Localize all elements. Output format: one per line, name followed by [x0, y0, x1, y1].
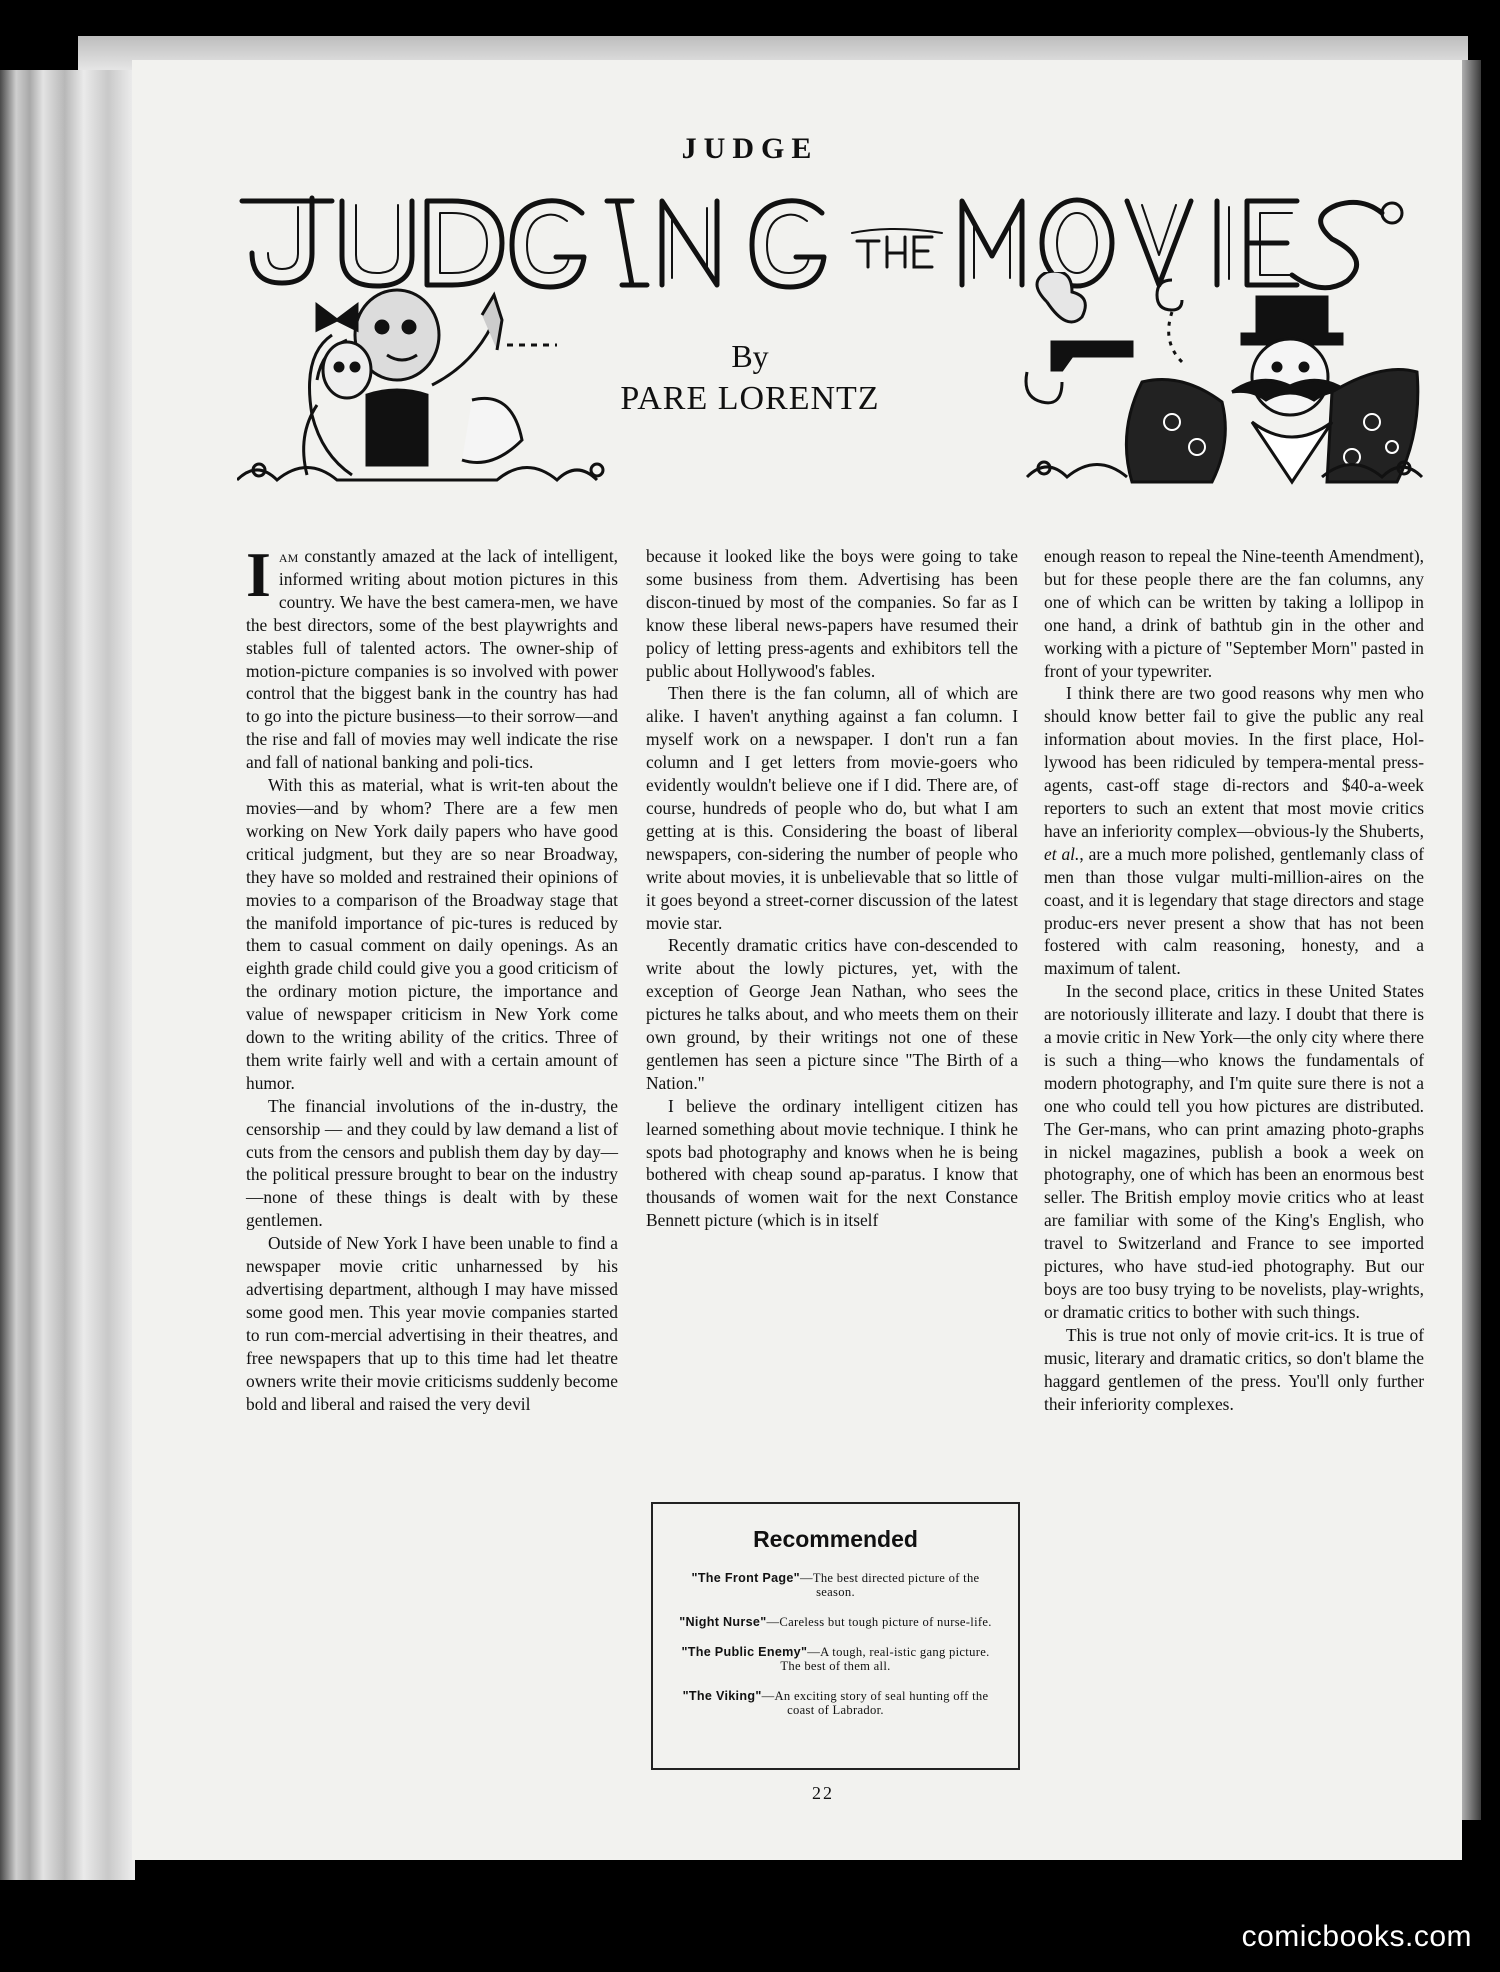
paragraph: Recently dramatic critics have con-descended to write about the lowly pictures, yet, with the exception of George Jean Nathan, who sees the pictures he talks about, and who meets them on their own ground, by their writings not one of these gentlemen has seen a picture since "The Birth of a Nation.": [646, 935, 1018, 1093]
paragraph: because it looked like the boys were going to take some business from them. Advertising has been discon-tinued by most of the companies. So far as I know these liberal news-papers have resumed their policy of letting press-agents and exhibitors tell the public about Hollywood's fables.: [646, 546, 1018, 681]
italic-text: et al.: [1044, 843, 1080, 864]
paragraph-text: constantly amazed at the lack of intelligent, informed writing about motion pictures in this country. We have the best camera-men, we have the best directors, some of the best playwrights and stables full of talented actors. The owner-ship of motion-picture companies is so involved with power control that the biggest bank in the country has had to go into the picture business—to their sorrow—and the rise and fall of movies may well indicate the rise and fall of national banking and poli-tics.: [246, 546, 618, 773]
paragraph: Then there is the fan column, all of which are alike. I haven't anything against a fan column. I myself work on a newspaper. I don't run a fan column and I get letters from movie-goers who evidently wouldn't believe one if I did. There are, of course, hundreds of people who do, but what I am getting at is this. Considering the boast of liberal newspapers, con-sidering the number of people who write about movies, it is unbelievable that so little of it goes beyond a street-corner discussion of the latest movie star.: [646, 683, 1018, 933]
cartoon-villain-illustration: [1022, 272, 1427, 492]
paragraph: This is true not only of movie crit-ics. It is true of music, literary and dramatic critics, so don't blame the haggard gentlemen of the press. You'll only further their inferiority complexes.: [1044, 1324, 1424, 1414]
paragraph-text: , are a much more polished, gentlemanly class of men than those vulgar multi-million-aires on the coast, and it is legendary that stage directors and stage produc-ers never present a show that has not been fostered with calm reasoning, honesty, and a maximum of talent.: [1044, 843, 1424, 979]
article-column-3: [1044, 545, 1424, 1415]
author-name: PARE LORENTZ: [620, 380, 880, 417]
article-column-2: [646, 545, 1018, 1232]
film-description: —A tough, real-istic gang picture. The best of them all.: [780, 1645, 990, 1673]
paragraph: [246, 539, 618, 774]
film-title: "The Public Enemy": [681, 1645, 808, 1659]
recommended-item: [673, 1645, 998, 1673]
byline-by: By: [731, 338, 769, 374]
film-description: —Careless but tough picture of nurse-life.: [766, 1615, 992, 1629]
paragraph: I believe the ordinary intelligent citizen has learned something about movie technique. I think he spots bad photography and knows when he is being bothered with cheap sound ap-paratus. I know that thousands of women wait for the next Constance Bennett picture (which is in itself: [646, 1095, 1018, 1231]
paragraph: [1044, 682, 1424, 980]
magazine-name: JUDGE: [681, 132, 819, 165]
film-description: —An exciting story of seal hunting off the coast of Labrador.: [761, 1689, 989, 1717]
paragraph: enough reason to repeal the Nine-teenth Amendment), but for these people there are the fan columns, any one of which can be written by taking a lollipop in one hand, a drink of bathtub gin in the other and working with a picture of "September Morn" pasted in front of your typewriter.: [1044, 546, 1424, 681]
recommended-title: Recommended: [753, 1526, 918, 1552]
recommended-item: [673, 1615, 998, 1629]
article-column-1: [246, 539, 618, 1415]
paragraph: In the second place, critics in these United States are notoriously illiterate and lazy. I doubt that there is a movie critic in New York—the only city where there is such a thing—who knows the fundamentals of modern photography, and I'm quite sure there is not a one who could tell you how pictures are distributed. The Ger-mans, who can print amazing photo-graphs in nickel magazines, publish a book a week on photography, one of which has been an enormous best seller. The British employ movie critics who at least are familiar with some of the King's English, who travel to Switzerland and France to see imported pictures, who have stud-ied photography. But our boys are too busy trying to be novelists, play-wrights, or dramatic critics to bother with such things.: [1044, 981, 1424, 1322]
source-watermark: comicbooks.com: [1241, 1920, 1472, 1953]
film-title: "Night Nurse": [679, 1615, 767, 1629]
film-title: "The Front Page": [691, 1571, 800, 1585]
paragraph: The financial involutions of the in-dustry, the censorship — and they could by law demand a list of cuts from the censors and publish them day by day—the political pressure brought to bear on the industry—none of these things is dealt with by these gentlemen.: [246, 1095, 618, 1231]
recommended-item: [673, 1571, 998, 1599]
film-title: "The Viking": [682, 1689, 762, 1703]
recommended-item: [673, 1689, 998, 1717]
paragraph: Outside of New York I have been unable to find a newspaper movie critic unharnessed by his advertising department, although I may have missed some good men. This year movie companies started to run com-mercial advertising in their theatres, and free newspapers that up to this time had let theatre owners write their movie criticisms suddenly become bold and liberal and raised the very devil: [246, 1233, 618, 1414]
cartoon-couple-illustration: [237, 275, 622, 490]
drop-cap: I: [246, 539, 271, 610]
paragraph-text: I think there are two good reasons why men who should know better fail to give the public any real information about movies. In the first place, Hol-lywood has been ridiculed by tempera-mental press-agents, cast-off stage di-rectors and $40-a-week reporters to such an extent that most movie critics have an inferiority complex—obvious-ly the Shuberts,: [1044, 683, 1424, 841]
page-number: 22: [812, 1783, 834, 1803]
film-description: —The best directed picture of the season.: [799, 1571, 980, 1599]
paragraph: With this as material, what is writ-ten about the movies—and by whom? There are a few men working on New York daily papers who have good critical judgment, but they are so near Broadway, they have so molded and restrained their opinions of movies to a comparison of the Broadway stage that the manifold importance of pic-tures is reduced by them to casual comment on daily openings. As an eighth grade child could give you a good criticism of the ordinary motion picture, the importance and value of newspaper criticism in New York come down to the writing ability of the critics. Three of them write fairly well and with a certain amount of humor.: [246, 775, 618, 1093]
lead-in: am: [278, 546, 299, 566]
recommended-box: [651, 1502, 1020, 1770]
